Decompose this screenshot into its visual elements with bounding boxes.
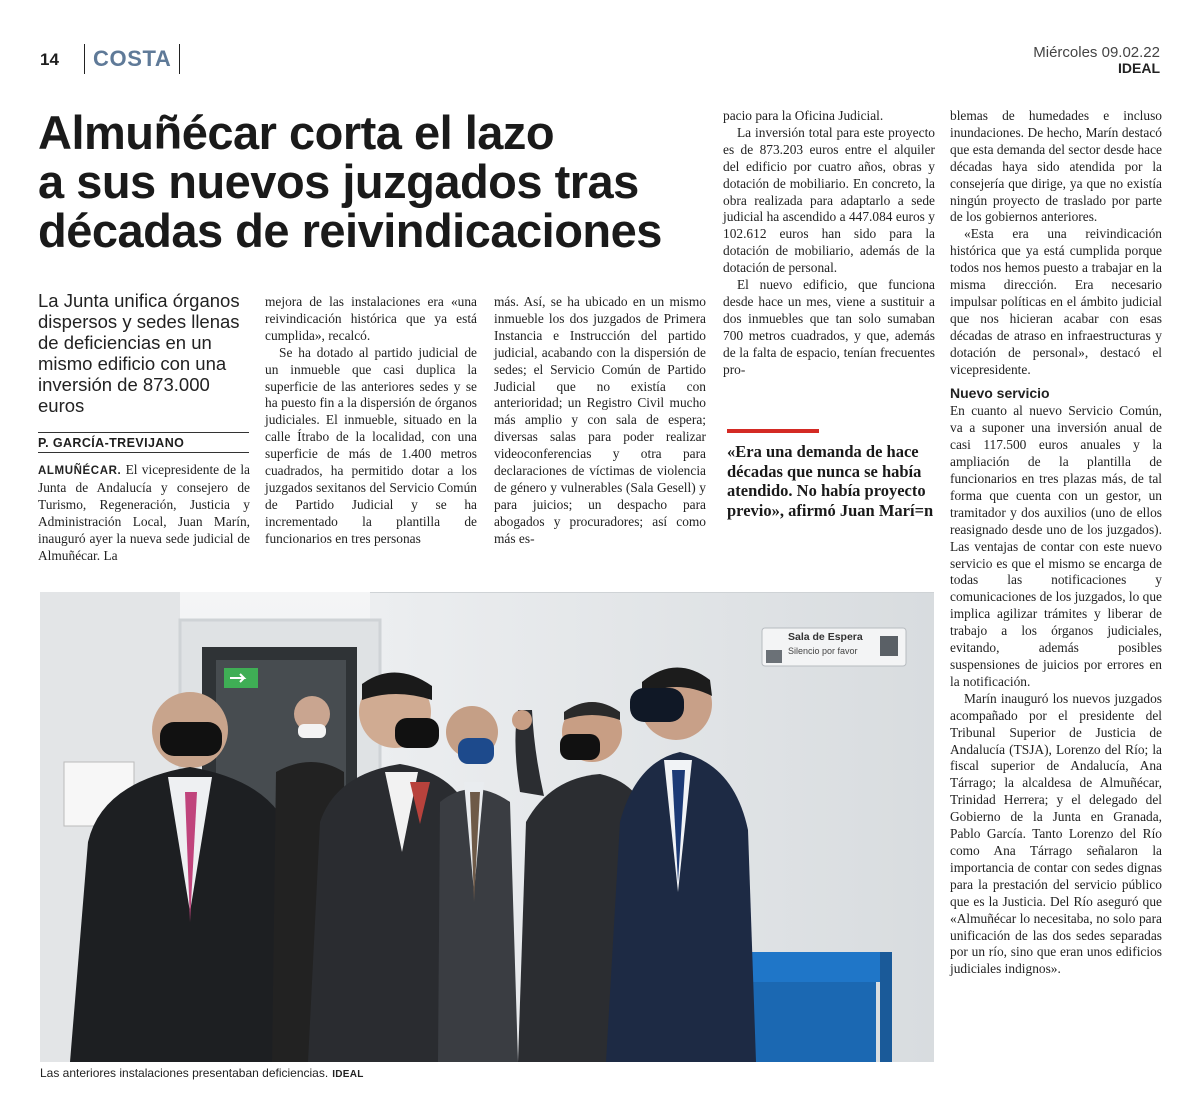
paragraph-text: El vicepresidente de la Junta de Andalucía y consejero de Turismo, Regeneración, Justicia y Administración Local, Juan Marín, inauguró ayer la nueva sede judicial de Almuñécar. La: [38, 462, 250, 563]
issue-date: Miércoles 09.02.22: [1033, 44, 1160, 61]
article-column-1: [38, 462, 250, 564]
newspaper-name: IDEAL: [1118, 60, 1160, 76]
article-paragraph: La inversión total para este proyecto es de 873.203 euros entre el alquiler del edificio por cuatro años, obras y dotación de mobiliario. En concreto, la obra realizada para adaptarlo a sede judicial ha ascendido a 447.084 euros y 102.612 euros han sido para la dotación de mobiliario, además de la dotación de personal.: [723, 124, 935, 276]
article-paragraph: En cuanto al nuevo Servicio Común, va a suponer una inversión anual de casi 117.500 euros anuales y la ampliación de la plantilla de funcionarios en tres plazas más, de tal forma que cuenta con un gestor, un tramitador y dos auxilios (uno de ellos reasignado desde uno de los juzgados). Las ventajas de contar con este nuevo servicio es que el mismo se encarga de todas las notificaciones y comunicaciones de los juzgados, lo que implica agilizar trámites y liberar de trabajo a los órganos judiciales, evitando, además posibles suspensiones de juicios por errores en la notificación.: [950, 403, 1162, 689]
pull-quote: «Era una demanda de hace décadas que nunca se había atendido. No había proyecto previo», afirmó Juan Marí=n: [727, 442, 934, 520]
article-paragraph: más. Así, se ha ubicado en un mismo inmueble los dos juzgados de Primera Instancia e Instrucción del partido judicial, acabando con la dispersión de sedes; el Servicio Común de Partido Judicial que no existía con anterioridad; un Registro Civil mucho más amplio y con sala de espera; diversas salas para poder realizar videoconferencias y otra para declaraciones de víctimas de violencia de género y vulnerables (Sala Gesell) y para juicios; un despacho para abogados y procuradores; así como más es-: [494, 294, 706, 546]
article-paragraph: [38, 462, 250, 564]
article-paragraph: blemas de humedades e incluso inundaciones. De hecho, Marín destacó que esta demanda del sector desde hace décadas haya sido atendida por la consejería que dirige, ya que no existía ningún proyecto de traslado por parte de los gobiernos anteriores.: [950, 108, 1162, 225]
waiting-room-sign-title: Sala de Espera: [788, 631, 863, 643]
article-paragraph: «Esta era una reivindicación histórica que ya está cumplida porque todos nos hemos puesto a trabajar en la misma dirección. Era necesario impulsar políticas en el ámbito judicial que nos hicieran acabar con esas décadas de atraso en infraestructuras y dotación de personal», destacó el vicepresidente.: [950, 226, 1162, 377]
article-paragraph: Marín inauguró los nuevos juzgados acompañado por el presidente del Tribunal Superior de Justicia de Andalucía (TSJA), Lorenzo del Río; la fiscal superior de Andalucía, Ana Tárrago; la alcaldesa de Almuñécar, Trinidad Herrera; y el delegado del Gobierno de la Junta en Granada, Pablo García. Tanto Lorenzo del Río como Ana Tárrago señalaron la importancia de contar con sedes dignas para la prestación del servicio público que es la Justicia. Del Río aseguró que «Almuñécar lo necesitaba, no solo para unificación de las dos sedes separadas por un río, sino que eran unos edificios judiciales indignos».: [950, 690, 1162, 977]
headline-line: a sus nuevos juzgados tras: [38, 155, 639, 208]
headline-line: Almuñécar corta el lazo: [38, 106, 555, 159]
section-subheading: Nuevo servicio: [950, 384, 1050, 401]
byline: P. GARCÍA-TREVIJANO: [38, 432, 249, 453]
photo-credit: IDEAL: [332, 1069, 364, 1080]
pull-quote-rule: [727, 429, 819, 433]
article-column-3: [494, 294, 706, 548]
waiting-room-sign-subtitle: Silencio por favor: [788, 646, 858, 656]
article-paragraph: mejora de las instalaciones era «una reivindicación histórica que ya está cumplida», recalcó.: [265, 294, 477, 343]
headline: [38, 108, 718, 255]
photo-illustration: [40, 592, 934, 1062]
caption-text: Las anteriores instalaciones presentaban deficiencias.: [40, 1066, 329, 1080]
article-photo: [40, 592, 934, 1062]
article-paragraph: pacio para la Oficina Judicial.: [723, 108, 884, 123]
subheadline: La Junta unifica órganos dispersos y sedes llenas de deficiencias en un mismo edificio con una inversión de 873.000 euros: [38, 290, 240, 416]
page-number: 14: [40, 50, 59, 69]
dateline: ALMUÑÉCAR.: [38, 465, 122, 477]
article-column-5: [950, 108, 1162, 978]
section-label: COSTA: [84, 44, 180, 74]
article-paragraph: El nuevo edificio, que funciona desde hace un mes, viene a sustituir a dos inmuebles que tan solo sumaban 700 metros cuadrados, y que, además de la falta de espacio, tenían frecuentes pro-: [723, 277, 935, 377]
article-column-4: [723, 108, 935, 379]
article-column-2: [265, 294, 477, 548]
photo-caption: [40, 1066, 364, 1080]
article-paragraph: Se ha dotado al partido judicial de un inmueble que casi duplica la superficie de las anteriores sedes y se ha puesto fin a la dispersión de órganos judiciales. El inmueble, situado en la calle Ítrabo de la localidad, con una superficie de más de 1.400 metros cuadrados, ha permitido dotar a los juzgados sexitanos del Servicio Común de Partido Judicial y se ha incrementado la plantilla de funcionarios en tres personas: [265, 344, 477, 546]
headline-line: décadas de reivindicaciones: [38, 204, 662, 257]
